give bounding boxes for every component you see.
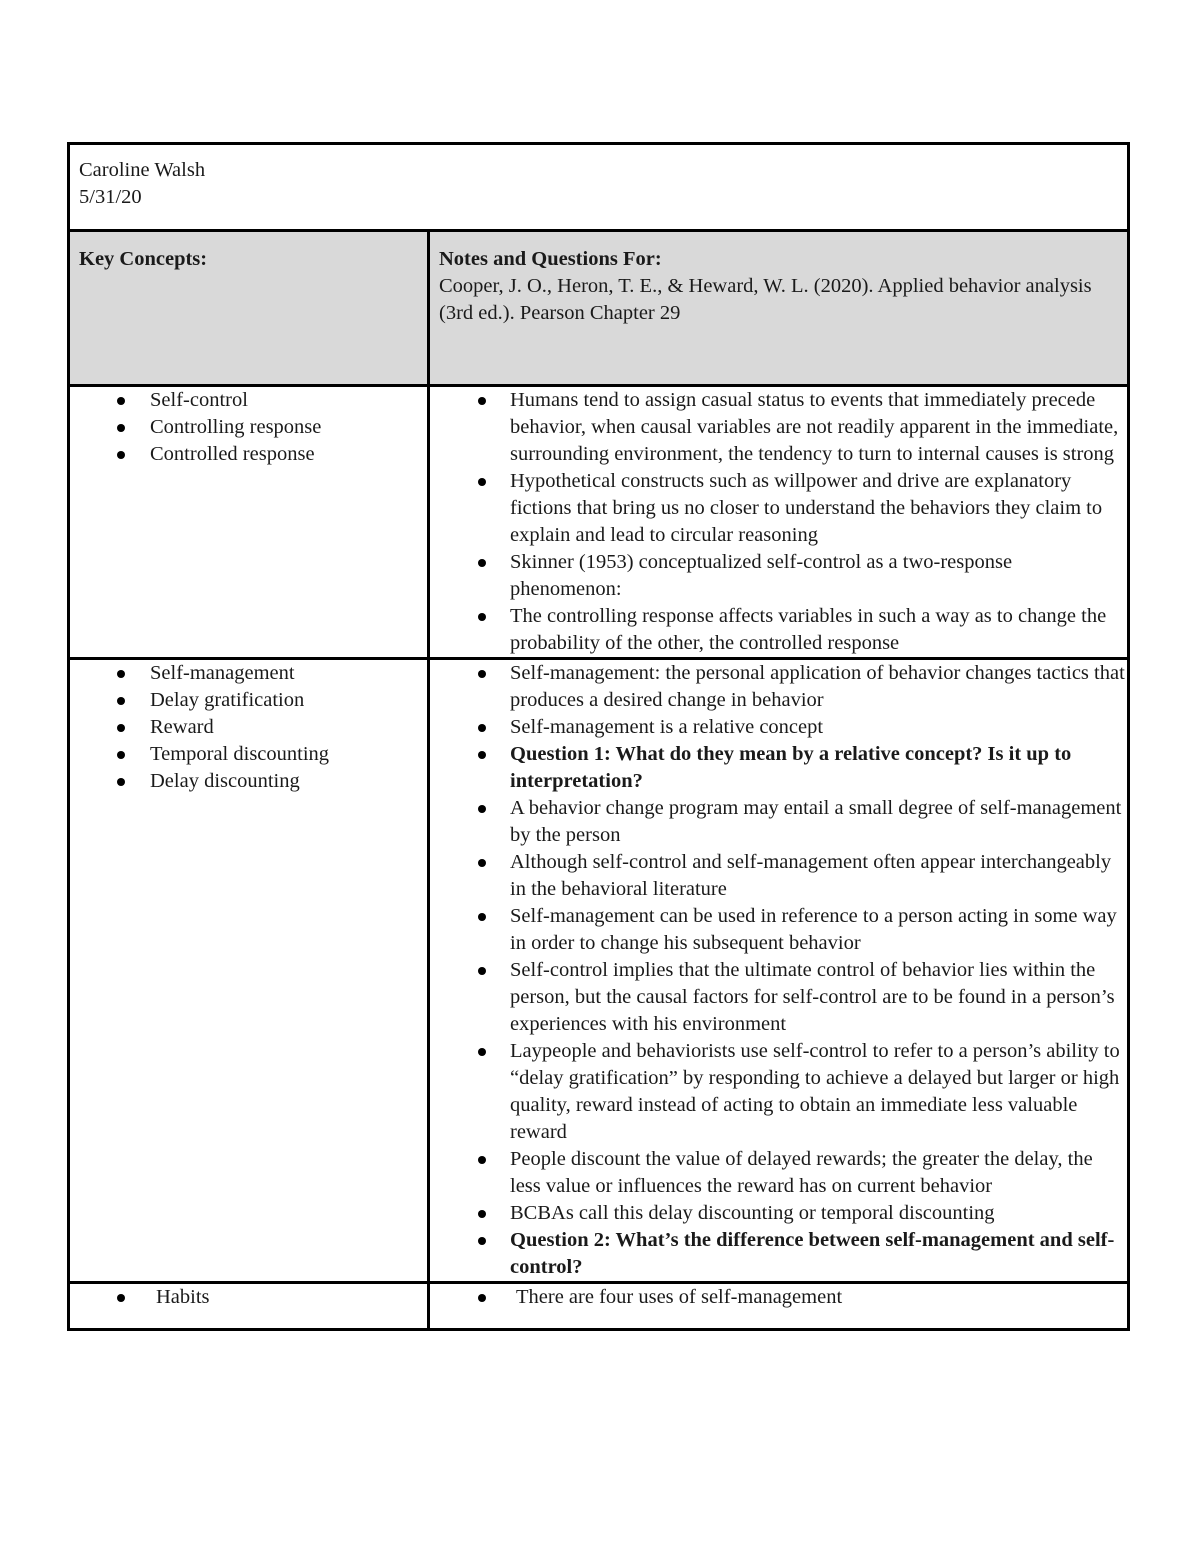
note-list-2 <box>430 660 1127 1281</box>
question-item: Question 1: What do they mean by a relative concept? Is it up to interpretation? <box>430 741 1127 795</box>
section-row-2 <box>69 659 1129 1283</box>
question-item: Question 2: What’s the difference between self-management and self-control? <box>430 1227 1127 1281</box>
section-row-1 <box>69 386 1129 659</box>
student-header-cell <box>69 144 1129 231</box>
concept-item: Habits <box>70 1284 427 1311</box>
student-name: Caroline Walsh <box>79 159 206 181</box>
note-list-1 <box>430 387 1127 657</box>
concept-item: Self-control <box>70 387 427 414</box>
note-list-3 <box>430 1284 1127 1311</box>
notes-cell-2 <box>429 659 1129 1283</box>
concept-item: Controlled response <box>70 441 427 468</box>
note-item: Self-management can be used in reference to a person acting in some way in order to change his subsequent behavior <box>430 903 1127 957</box>
note-item: People discount the value of delayed rewards; the greater the delay, the less value or influences the reward has on current behavior <box>430 1146 1127 1200</box>
note-item: Self-management: the personal application of behavior changes tactics that produces a desired change in behavior <box>430 660 1127 714</box>
concept-item: Self-management <box>70 660 427 687</box>
concept-item: Temporal discounting <box>70 741 427 768</box>
concept-item: Reward <box>70 714 427 741</box>
student-header-row <box>69 144 1129 231</box>
key-concepts-header: Key Concepts: <box>69 231 429 386</box>
concepts-cell-1 <box>69 386 429 659</box>
concept-item: Delay gratification <box>70 687 427 714</box>
notes-header-title: Notes and Questions For: <box>439 248 662 270</box>
notes-table <box>67 142 1130 1331</box>
concept-item: Controlling response <box>70 414 427 441</box>
note-item: There are four uses of self-management <box>430 1284 1127 1311</box>
notes-header <box>429 231 1129 386</box>
note-item: Skinner (1953) conceptualized self-control as a two-response phenomenon: <box>430 549 1127 603</box>
note-item: BCBAs call this delay discounting or temporal discounting <box>430 1200 1127 1227</box>
concept-list-3 <box>70 1284 427 1311</box>
note-date: 5/31/20 <box>79 186 142 208</box>
note-item: Although self-control and self-management often appear interchangeably in the behavioral literature <box>430 849 1127 903</box>
note-item: A behavior change program may entail a small degree of self-management by the person <box>430 795 1127 849</box>
note-item: Self-management is a relative concept <box>430 714 1127 741</box>
note-item: Self-control implies that the ultimate control of behavior lies within the person, but the causal factors for self-control are to be found in a person’s experiences with his environment <box>430 957 1127 1038</box>
note-item: Laypeople and behaviorists use self-control to refer to a person’s ability to “delay gratification” by responding to achieve a delayed but larger or high quality, reward instead of acting to obtain an immediate less valuable reward <box>430 1038 1127 1146</box>
notes-cell-1 <box>429 386 1129 659</box>
concepts-cell-3 <box>69 1283 429 1330</box>
note-item: The controlling response affects variables in such a way as to change the probability of the other, the controlled response <box>430 603 1127 657</box>
notes-cell-3 <box>429 1283 1129 1330</box>
concept-item: Delay discounting <box>70 768 427 795</box>
note-item: Hypothetical constructs such as willpower and drive are explanatory fictions that bring us no closer to understand the behaviors they claim to explain and lead to circular reasoning <box>430 468 1127 549</box>
note-item: Humans tend to assign casual status to events that immediately precede behavior, when causal variables are not readily apparent in the immediate, surrounding environment, the tendency to turn to internal causes is strong <box>430 387 1127 468</box>
concept-list-1 <box>70 387 427 468</box>
concept-list-2 <box>70 660 427 795</box>
citation: Cooper, J. O., Heron, T. E., & Heward, W. L. (2020). Applied behavior analysis (3rd ed.). Pearson Chapter 29 <box>439 275 1092 324</box>
concepts-cell-2 <box>69 659 429 1283</box>
section-row-3 <box>69 1283 1129 1330</box>
column-header-row <box>69 231 1129 386</box>
